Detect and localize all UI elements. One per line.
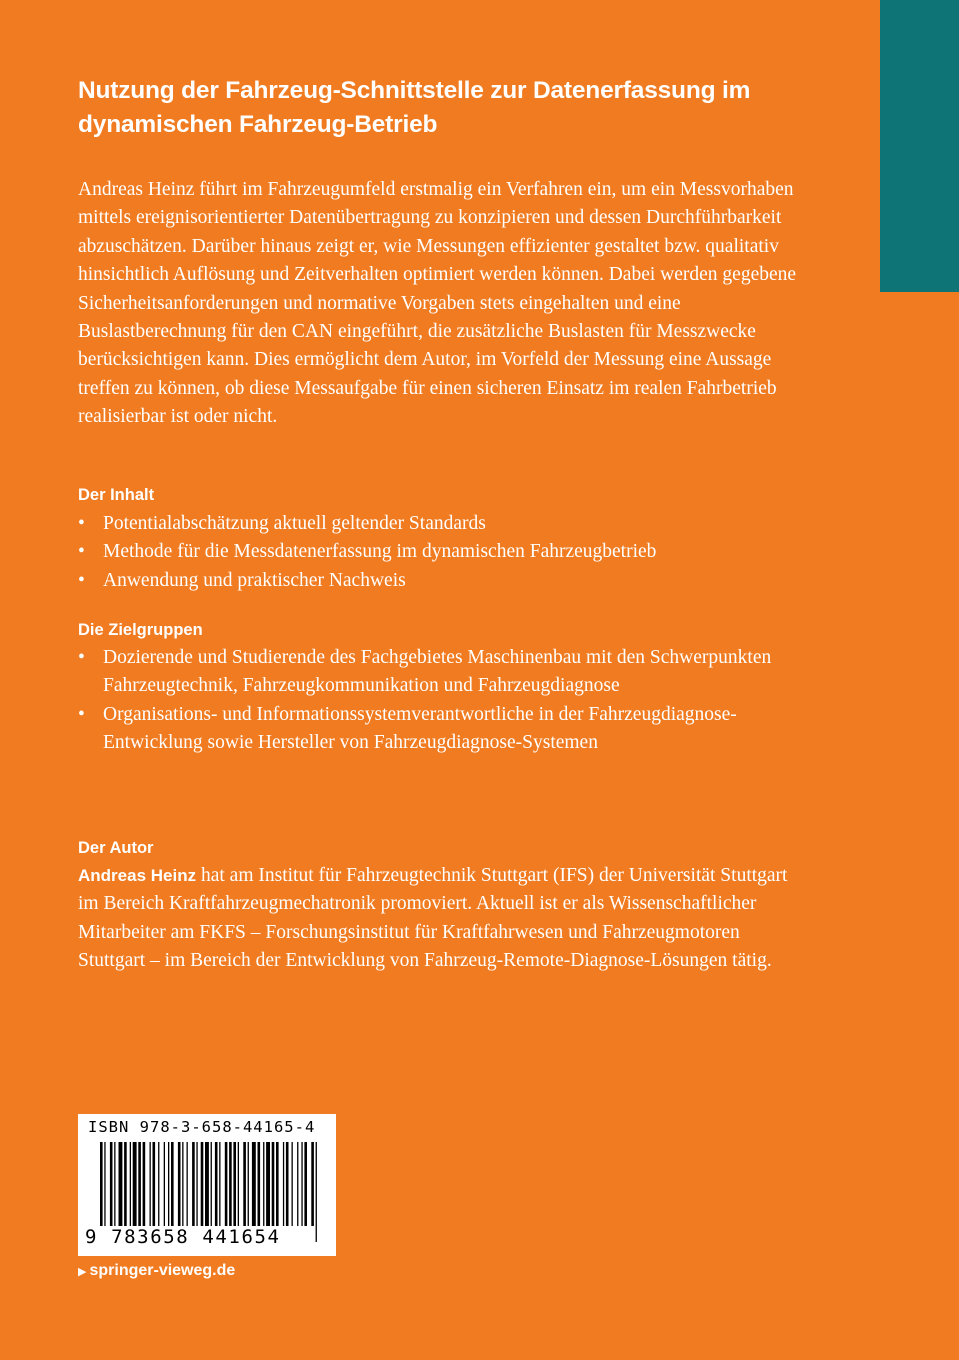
isbn-barcode bbox=[78, 1114, 336, 1256]
barcode-bar bbox=[292, 1142, 293, 1226]
barcode-bar bbox=[124, 1142, 127, 1226]
isbn-number: ISBN 978-3-658-44165-4 bbox=[88, 1118, 316, 1136]
barcode-bar bbox=[311, 1142, 314, 1226]
barcode-bar bbox=[266, 1142, 270, 1226]
teal-accent-bar bbox=[880, 0, 959, 292]
barcode-bar bbox=[233, 1142, 236, 1226]
ean-digits: 9 783658 441654 bbox=[85, 1226, 281, 1248]
author-paragraph bbox=[78, 862, 808, 976]
barcode-bar bbox=[178, 1142, 181, 1226]
barcode-bar bbox=[150, 1142, 151, 1226]
barcode-bar bbox=[229, 1142, 232, 1226]
author-name: Andreas Heinz bbox=[78, 866, 197, 885]
barcode-bar bbox=[114, 1142, 115, 1226]
bullet-icon: • bbox=[78, 703, 85, 725]
author-bio: hat am Institut für Fahrzeugtechnik Stuttgart (IFS) der Universität Stuttgart im Bereich Kraftfahrzeugmechatronik promoviert. Aktuell ist er als Wissenschaftlicher Mitarbeiter am FKFS – Forschungsinstitut für Kraftfahrwesen und Fahrzeugmotoren Stuttgart – im Bereich der Entwicklung von Fahrzeug-Remote-Diagnose-Lösungen tätig. bbox=[78, 865, 788, 972]
barcode-bar bbox=[192, 1142, 195, 1226]
bullet-icon: • bbox=[78, 513, 85, 534]
barcode-bar bbox=[301, 1142, 302, 1226]
list-item: • Dozierende und Studierende des Fachgebietes Maschinenbau mit den Schwerpunkten Fahrzeugtechnik, Fahrzeugkommunikation und Fahrzeugdiagnose bbox=[78, 644, 818, 701]
website-link[interactable] bbox=[78, 1262, 235, 1280]
barcode-bar bbox=[215, 1142, 218, 1226]
barcode-bar bbox=[219, 1142, 220, 1226]
barcode-bar bbox=[110, 1142, 113, 1226]
list-item: • Methode für die Messdatenerfassung im dynamischen Fahrzeugbetrieb bbox=[78, 538, 818, 566]
barcode-bar bbox=[171, 1142, 174, 1226]
barcode-bar bbox=[276, 1142, 279, 1226]
barcode-bar bbox=[138, 1142, 141, 1226]
barcode-bar bbox=[272, 1142, 275, 1226]
barcode-bar bbox=[133, 1142, 137, 1226]
section-heading-zielgruppen: Die Zielgruppen bbox=[78, 621, 203, 639]
list-item: • Potentialabschätzung aktuell geltender Standards bbox=[78, 510, 818, 538]
barcode-bar bbox=[316, 1142, 317, 1242]
inhalt-list bbox=[78, 510, 818, 595]
barcode-bar bbox=[196, 1142, 197, 1226]
barcode-bar bbox=[119, 1142, 123, 1226]
barcode-bar bbox=[297, 1142, 298, 1226]
barcode-bar bbox=[130, 1142, 131, 1226]
barcode-bar bbox=[243, 1142, 246, 1226]
barcode-bar bbox=[201, 1142, 204, 1226]
barcode-bar bbox=[158, 1142, 159, 1226]
barcode-bar bbox=[225, 1142, 228, 1226]
section-heading-autor: Der Autor bbox=[78, 839, 154, 857]
bullet-icon: • bbox=[78, 647, 85, 668]
barcode-bar bbox=[258, 1142, 261, 1226]
bullet-icon: • bbox=[78, 569, 85, 591]
barcode-bar bbox=[168, 1142, 169, 1226]
arrow-icon: ▶ bbox=[78, 1266, 87, 1278]
bullet-icon: • bbox=[78, 541, 85, 563]
barcode-bar bbox=[252, 1142, 256, 1226]
barcode-bar bbox=[248, 1142, 249, 1226]
barcode-bar bbox=[263, 1142, 264, 1226]
barcode-bar bbox=[238, 1142, 239, 1226]
barcode-bar bbox=[187, 1142, 188, 1226]
list-item: • Anwendung und praktischer Nachweis bbox=[78, 567, 818, 595]
barcode-bar bbox=[304, 1142, 307, 1226]
barcode-bar bbox=[283, 1142, 284, 1226]
intro-paragraph: Andreas Heinz führt im Fahrzeugumfeld erstmalig ein Verfahren ein, um ein Messvorhaben mittels ereignisorientierter Datenübertragung zu konzipieren und dessen Durchführbarkeit abzuschätzen. Darüber hinaus zeigt er, wie Messungen effizienter gestaltet bzw. qualitativ hinsichtlich Auflösung und Zeitverhalten optimiert werden können. Dabei werden gegebene Sicherheitsanforderungen und normative Vorgaben stets eingehalten und eine Buslastberechnung für den CAN eingeführt, die zusätzliche Buslasten für Messzwecke berücksichtigen kann. Dies ermöglicht dem Autor, im Vorfeld der Messung eine Aussage treffen zu können, ob diese Messaufgabe für einen sicheren Einsatz im realen Fahrbetrieb realisierbar ist oder nicht. bbox=[78, 179, 797, 428]
website-url: springer-vieweg.de bbox=[89, 1262, 236, 1279]
section-heading-inhalt: Der Inhalt bbox=[78, 486, 155, 504]
book-title: Nutzung der Fahrzeug-Schnittstelle zur Datenerfassung im dynamischen Fahrzeug-Betrieb bbox=[78, 77, 751, 138]
barcode-bar bbox=[182, 1142, 183, 1226]
zielgruppen-list bbox=[78, 644, 818, 758]
barcode-bar bbox=[153, 1142, 156, 1226]
barcode-bar bbox=[143, 1142, 146, 1226]
barcode-bar bbox=[164, 1142, 165, 1226]
list-item: • Organisations- und Informationssystemverantwortliche in der Fahrzeugdiagnose-Entwicklung sowie Hersteller von Fahrzeugdiagnose-Systemen bbox=[78, 701, 818, 758]
barcode-bar bbox=[286, 1142, 289, 1226]
